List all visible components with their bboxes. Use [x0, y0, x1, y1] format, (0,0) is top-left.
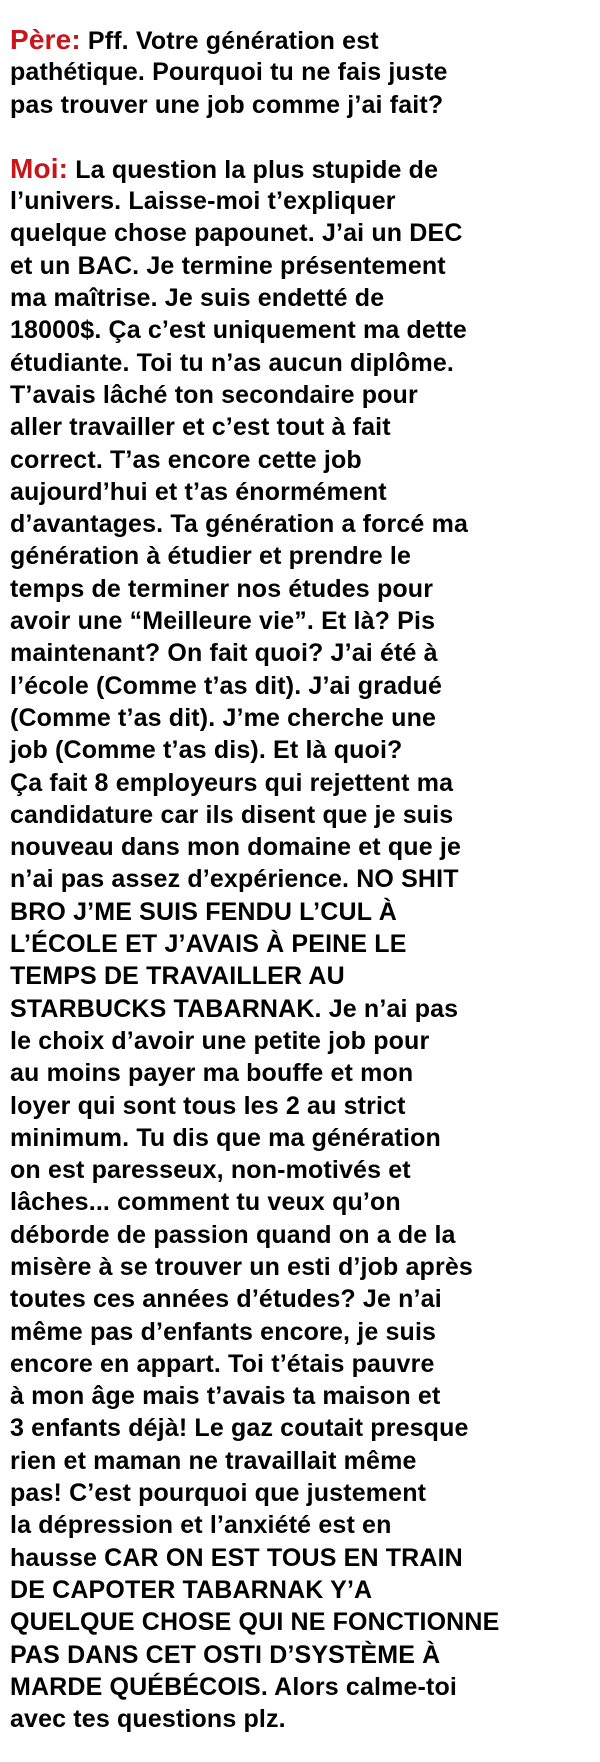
message-line: le choix d’avoir une petite job pour: [10, 1026, 430, 1055]
message-line: correct. T’as encore cette job: [10, 445, 362, 474]
message-line: on est paresseux, non-motivés et: [10, 1156, 411, 1185]
message-line: MARDE QUÉBÉCOIS. Alors calme-toi: [10, 1672, 457, 1701]
message-line: nouveau dans mon domaine et que je: [10, 833, 462, 862]
message-line: étudiante. Toi tu n’as aucun diplôme.: [10, 348, 455, 377]
message-line: quelque chose papounet. J’ai un DEC: [10, 219, 463, 248]
message-line: et un BAC. Je termine présentement: [10, 251, 446, 280]
message-line: l’école (Comme t’as dit). J’ai gradué: [10, 671, 443, 700]
line-text: La question la plus stupide de: [75, 155, 439, 184]
message-line: la dépression et l’anxiété est en: [10, 1511, 392, 1540]
message-line: génération à étudier et prendre le: [10, 542, 412, 571]
message-line: aller travailler et c’est tout à fait: [10, 413, 391, 442]
message-line: hausse CAR ON EST TOUS EN TRAIN: [10, 1543, 463, 1572]
message-line: au moins payer ma bouffe et mon: [10, 1059, 414, 1088]
message-line: Ça fait 8 employeurs qui rejettent ma: [10, 768, 454, 797]
message-line: misère à se trouver un esti d’job après: [10, 1252, 473, 1281]
message-line: n’ai pas assez d’expérience. NO SHIT: [10, 865, 459, 894]
message-line: PAS DANS CET OSTI D’SYSTÈME À: [10, 1640, 441, 1669]
message-line: pas! C’est pourquoi que justement: [10, 1479, 427, 1508]
message-line: loyer qui sont tous les 2 au strict: [10, 1091, 406, 1120]
paragraph-gap: [10, 121, 590, 153]
message-line: candidature car ils disent que je suis: [10, 800, 454, 829]
message-line: [10, 153, 590, 185]
message-line: 3 enfants déjà! Le gaz coutait presque: [10, 1414, 469, 1443]
message-line: TEMPS DE TRAVAILLER AU: [10, 962, 345, 991]
message-line: déborde de passion quand on a de la: [10, 1220, 456, 1249]
message-line: job (Comme t’as dis). Et là quoi?: [10, 736, 403, 765]
message-line: avec tes questions plz.: [10, 1705, 286, 1734]
message-line: aujourd’hui et t’as énormément: [10, 477, 387, 506]
message-line: avoir une “Meilleure vie”. Et là? Pis: [10, 607, 436, 636]
message-line: maintenant? On fait quoi? J’ai été à: [10, 639, 438, 668]
speaker-father: Père:: [10, 24, 81, 55]
message-line: pathétique. Pourquoi tu ne fais juste: [10, 58, 448, 87]
message-line: pas trouver une job comme j’ai fait?: [10, 90, 444, 119]
message-line: STARBUCKS TABARNAK. Je n’ai pas: [10, 994, 459, 1023]
message-line: QUELQUE CHOSE QUI NE FONCTIONNE: [10, 1608, 500, 1637]
message-line: ma maîtrise. Je suis endetté de: [10, 284, 385, 313]
message-line: minimum. Tu dis que ma génération: [10, 1123, 441, 1152]
speaker-me: Moi:: [10, 152, 69, 184]
line-text: Pff. Votre génération est: [87, 27, 379, 55]
father-message: [10, 24, 590, 121]
message-line: toutes ces années d’études? Je n’ai: [10, 1285, 442, 1314]
me-message: [10, 153, 590, 1736]
message-line: d’avantages. Ta génération a forcé ma: [10, 510, 469, 539]
message-line: 18000$. Ça c’est uniquement ma dette: [10, 316, 467, 345]
message-line: encore en appart. Toi t’étais pauvre: [10, 1349, 435, 1378]
message-line: T’avais lâché ton secondaire pour: [10, 380, 418, 409]
message-line: (Comme t’as dit). J’me cherche une: [10, 703, 437, 732]
message-line: lâches... comment tu veux qu’on: [10, 1188, 401, 1217]
message-line: même pas d’enfants encore, je suis: [10, 1317, 437, 1346]
message-line: temps de terminer nos études pour: [10, 574, 434, 603]
message-line: [10, 24, 590, 56]
message-line: à mon âge mais t’avais ta maison et: [10, 1382, 441, 1411]
message-line: rien et maman ne travaillait même: [10, 1446, 417, 1475]
message-line: L’ÉCOLE ET J’AVAIS À PEINE LE: [10, 930, 407, 959]
message-line: l’univers. Laisse-moi t’expliquer: [10, 187, 396, 216]
message-line: BRO J’ME SUIS FENDU L’CUL À: [10, 897, 397, 926]
message-line: DE CAPOTER TABARNAK Y’A: [10, 1575, 373, 1604]
